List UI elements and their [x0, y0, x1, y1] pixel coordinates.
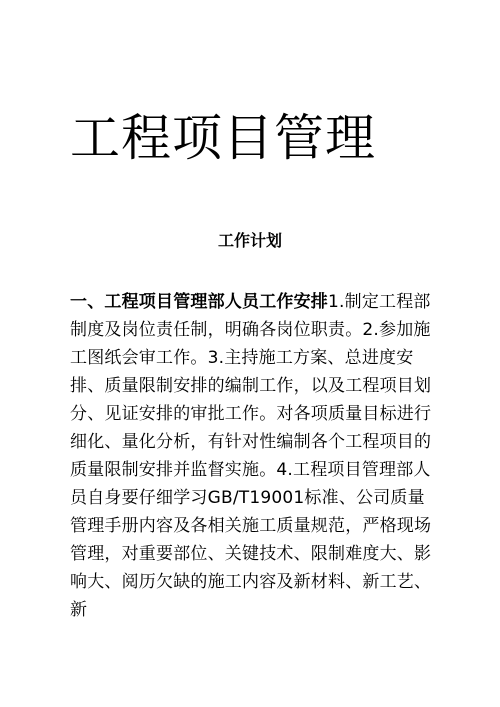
section-title: 工作计划 — [217, 231, 282, 250]
body-paragraph — [70, 288, 433, 624]
paragraph-text: 1.制定工程部制度及岗位责任制，明确各岗位职责。2.参加施工图纸会审工作。3.主持施工方案、总进度安排、质量限制安排的编制工作，以及工程项目划分、见证安排的审批工作。对各项质量目标进行细化、量化分析，有针对性编制各个工程项目的质量限制安排并监督实施。4.工程项目管理部人员自身要仔细学习GB/T19001标准、公司质量管理手册内容及各相关施工质量规范，严格现场管理，对重要部位、关键技术、限制难度大、影响大、阅历欠缺的施工内容及新材料、新工艺、新 — [70, 292, 432, 620]
document-title: 工程项目管理 — [70, 109, 376, 167]
paragraph-heading: 一、工程项目管理部人员工作安排 — [70, 292, 328, 312]
